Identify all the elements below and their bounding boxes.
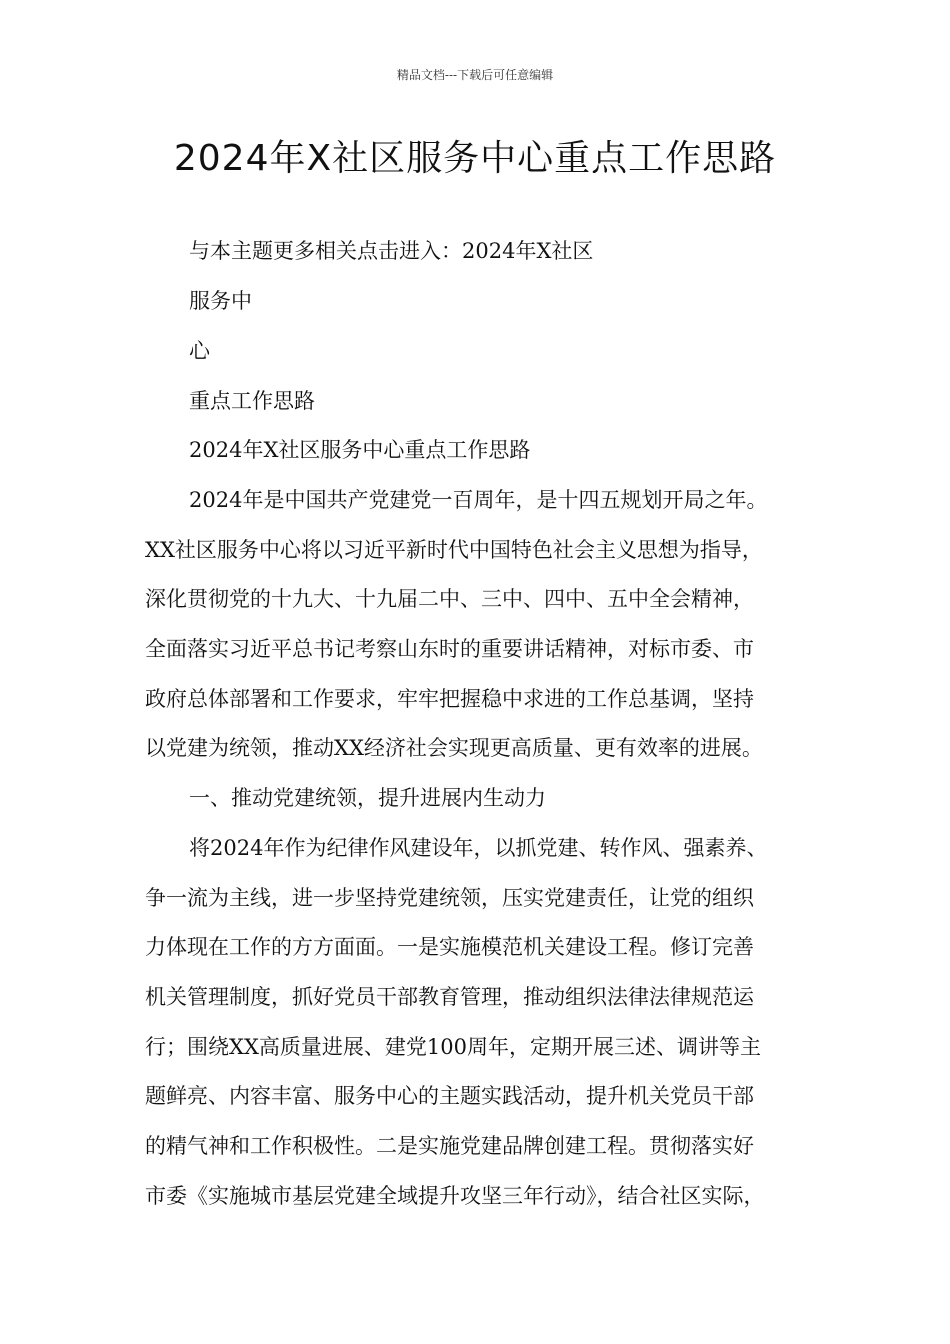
related-link-line[interactable]: 心 [189, 339, 210, 363]
paragraph-line: 2024年是中国共产党建党一百周年，是十四五规划开局之年。 [189, 488, 768, 512]
paragraph-line: 题鲜亮、内容丰富、服务中心的主题实践活动，提升机关党员干部 [145, 1084, 754, 1108]
related-link-line[interactable]: 与本主题更多相关点击进入：2024年X社区 [189, 239, 594, 263]
section-heading: 一、推动党建统领，提升进展内生动力 [189, 786, 546, 810]
paragraph-line: 力体现在工作的方方面面。一是实施模范机关建设工程。修订完善 [145, 935, 754, 959]
document-title: 2024年X社区服务中心重点工作思路 [173, 138, 777, 179]
related-link-line[interactable]: 服务中 [189, 289, 252, 313]
paragraph-line: 市委《实施城市基层党建全域提升攻坚三年行动》，结合社区实际， [145, 1184, 765, 1208]
paragraph-line: 以党建为统领，推动XX经济社会实现更高质量、更有效率的进展。 [145, 736, 763, 760]
paragraph-line: XX社区服务中心将以习近平新时代中国特色社会主义思想为指导， [145, 538, 763, 562]
paragraph-line: 的精气神和工作积极性。二是实施党建品牌创建工程。贯彻落实好 [145, 1134, 754, 1158]
paragraph-line: 深化贯彻党的十九大、十九届二中、三中、四中、五中全会精神， [145, 587, 754, 611]
paragraph-line: 行；围绕XX高质量进展、建党100周年，定期开展三述、调讲等主 [145, 1035, 761, 1059]
header-note: 精品文档---下载后可任意编辑 [396, 68, 554, 82]
document-subtitle: 2024年X社区服务中心重点工作思路 [189, 438, 531, 462]
paragraph-line: 全面落实习近平总书记考察山东时的重要讲话精神，对标市委、市 [145, 637, 754, 661]
paragraph-line: 机关管理制度，抓好党员干部教育管理，推动组织法律法律规范运 [145, 985, 754, 1009]
paragraph-line: 争一流为主线，进一步坚持党建统领，压实党建责任，让党的组织 [145, 886, 754, 910]
paragraph-line: 政府总体部署和工作要求，牢牢把握稳中求进的工作总基调，坚持 [145, 687, 754, 711]
paragraph-line: 将2024年作为纪律作风建设年，以抓党建、转作风、强素养、 [189, 836, 768, 860]
related-link-line[interactable]: 重点工作思路 [189, 389, 315, 413]
